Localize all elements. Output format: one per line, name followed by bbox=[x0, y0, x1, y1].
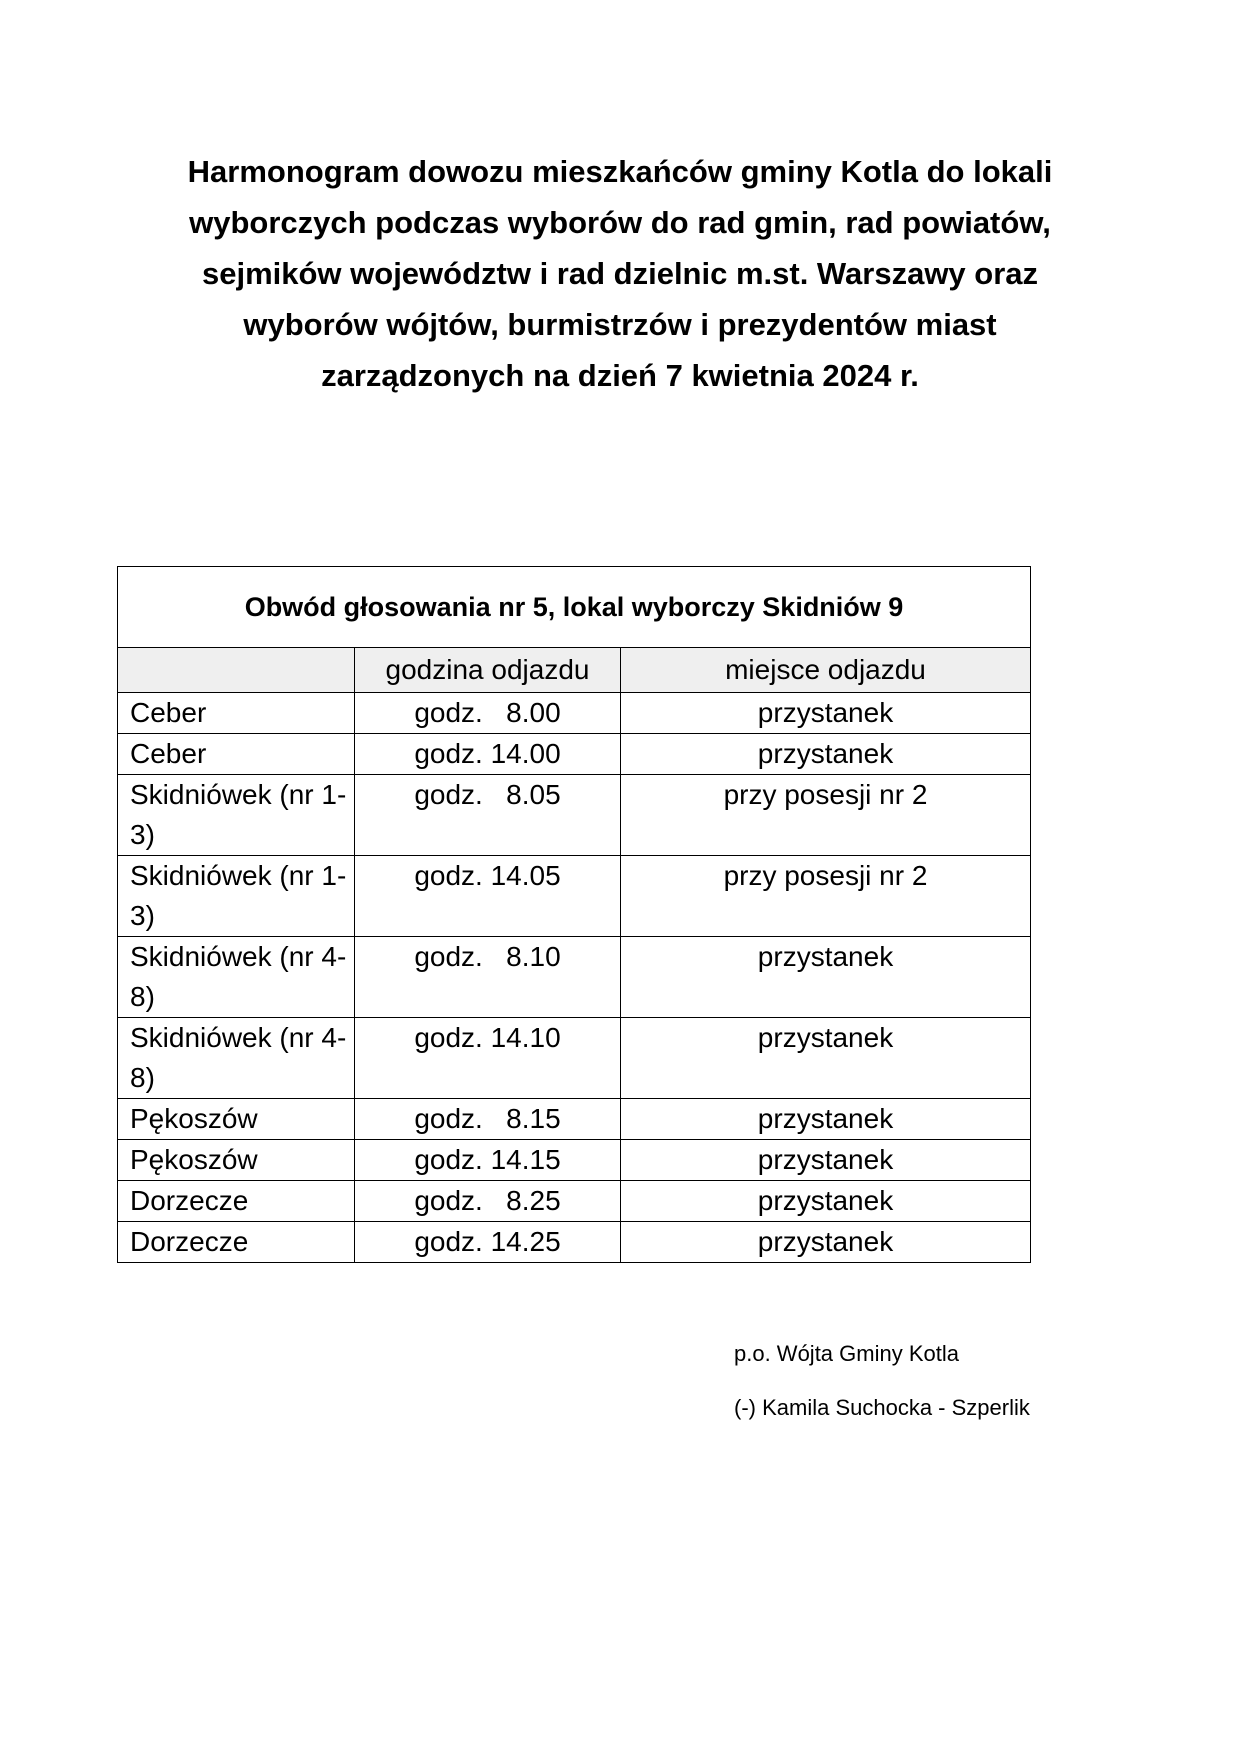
table-row bbox=[118, 1181, 1031, 1222]
table-row bbox=[118, 1099, 1031, 1140]
table-row bbox=[118, 856, 1031, 937]
row-place: Skidniówek (nr 4-8) bbox=[118, 937, 355, 1018]
row-spot: przystanek bbox=[621, 937, 1031, 1018]
row-time: godz. 14.25 bbox=[355, 1222, 621, 1263]
row-spot: przystanek bbox=[621, 1099, 1031, 1140]
row-spot: przy posesji nr 2 bbox=[621, 775, 1031, 856]
row-place: Skidniówek (nr 1-3) bbox=[118, 775, 355, 856]
title-line: Harmonogram dowozu mieszkańców gminy Kotla do lokali bbox=[187, 154, 1053, 189]
row-spot: przystanek bbox=[621, 1140, 1031, 1181]
table-row bbox=[118, 734, 1031, 775]
row-place: Skidniówek (nr 4-8) bbox=[118, 1018, 355, 1099]
row-place: Ceber bbox=[118, 734, 355, 775]
row-place: Pękoszów bbox=[118, 1140, 355, 1181]
column-header-time: godzina odjazdu bbox=[355, 648, 621, 693]
row-time: godz. 8.15 bbox=[355, 1099, 621, 1140]
document-title bbox=[130, 146, 1110, 401]
row-place: Pękoszów bbox=[118, 1099, 355, 1140]
column-header-spot: miejsce odjazdu bbox=[621, 648, 1031, 693]
title-line: zarządzonych na dzień 7 kwietnia 2024 r. bbox=[321, 358, 919, 393]
row-time: godz. 14.00 bbox=[355, 734, 621, 775]
row-time: godz. 8.25 bbox=[355, 1181, 621, 1222]
row-place: Ceber bbox=[118, 693, 355, 734]
row-spot: przystanek bbox=[621, 1018, 1031, 1099]
table-row bbox=[118, 775, 1031, 856]
table-header-row bbox=[118, 648, 1031, 693]
row-spot: przystanek bbox=[621, 1181, 1031, 1222]
table-caption-row bbox=[118, 567, 1031, 648]
row-spot: przystanek bbox=[621, 1222, 1031, 1263]
table-caption: Obwód głosowania nr 5, lokal wyborczy Skidniów 9 bbox=[118, 567, 1031, 648]
signature-role: p.o. Wójta Gminy Kotla bbox=[734, 1341, 959, 1366]
row-time: godz. 8.00 bbox=[355, 693, 621, 734]
row-time: godz. 14.10 bbox=[355, 1018, 621, 1099]
row-time: godz. 8.05 bbox=[355, 775, 621, 856]
table-row bbox=[118, 937, 1031, 1018]
row-spot: przystanek bbox=[621, 693, 1031, 734]
schedule-table bbox=[117, 566, 1031, 1263]
row-time: godz. 14.05 bbox=[355, 856, 621, 937]
title-line: wyborów wójtów, burmistrzów i prezydentów miast bbox=[243, 307, 997, 342]
row-place: Dorzecze bbox=[118, 1222, 355, 1263]
column-header-place bbox=[118, 648, 355, 693]
table-row bbox=[118, 1222, 1031, 1263]
row-time: godz. 14.15 bbox=[355, 1140, 621, 1181]
row-time: godz. 8.10 bbox=[355, 937, 621, 1018]
table-row bbox=[118, 693, 1031, 734]
row-place: Skidniówek (nr 1-3) bbox=[118, 856, 355, 937]
row-spot: przystanek bbox=[621, 734, 1031, 775]
title-line: wyborczych podczas wyborów do rad gmin, rad powiatów, bbox=[189, 205, 1051, 240]
row-spot: przy posesji nr 2 bbox=[621, 856, 1031, 937]
row-place: Dorzecze bbox=[118, 1181, 355, 1222]
table-row bbox=[118, 1018, 1031, 1099]
signature-block bbox=[734, 1340, 1030, 1448]
signature-name: (-) Kamila Suchocka - Szperlik bbox=[734, 1395, 1030, 1420]
title-line: sejmików województw i rad dzielnic m.st. Warszawy oraz bbox=[201, 256, 1039, 291]
table-row bbox=[118, 1140, 1031, 1181]
